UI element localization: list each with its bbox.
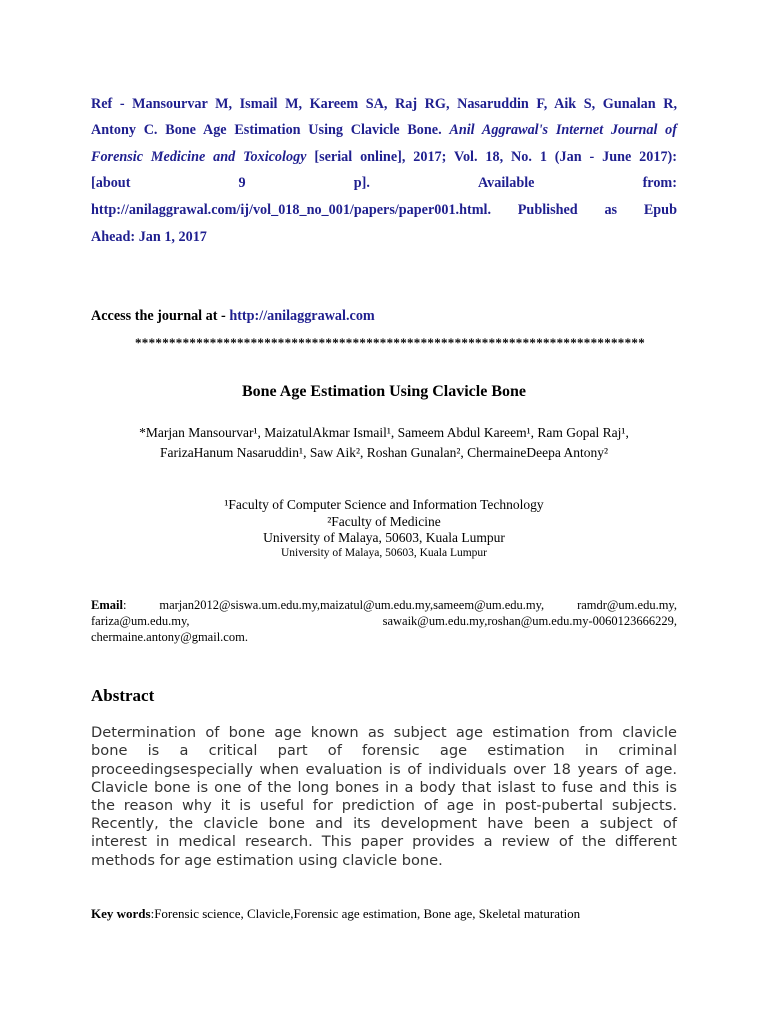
abstract-line: proceedingsespecially when evaluation is of individuals over 18 years of age.: [91, 761, 677, 778]
authors-line-2: FarizaHanum Nasaruddin¹, Saw Aik², Roshan Gunalan², ChermaineDeepa Antony²: [159, 445, 609, 460]
reference-url-link[interactable]: http://anilaggrawal.com/ij/vol_018_no_001/papers/paper001.html.: [91, 202, 492, 218]
affiliation-4: University of Malaya, 50603, Kuala Lumpur: [281, 547, 487, 559]
abstract-line: Determination of bone age known as subject age estimation from clavicle: [91, 724, 677, 741]
reference-line-5: [91, 201, 677, 219]
reference-line-3: [91, 148, 677, 166]
reference-authors: Ref - Mansourvar M, Ismail M, Kareem SA, Raj RG, Nasaruddin F, Aik S, Gunalan R,: [91, 96, 677, 112]
abstract-heading: Abstract: [91, 686, 155, 705]
reference-journal-name: Anil Aggrawal's Internet Journal of: [449, 122, 677, 138]
abstract-line: the reason why it is useful for prediction of age in post-pubertal subjects.: [91, 797, 677, 814]
affiliation-2: ²Faculty of Medicine: [327, 514, 441, 529]
separator-stars: ***************************************************************************: [135, 335, 645, 350]
affiliation-1: ¹Faculty of Computer Science and Information Technology: [224, 497, 544, 512]
reference-volume-info: [serial online], 2017; Vol. 18, No. 1 (Jan - June 2017):: [306, 149, 678, 165]
access-journal-line: [91, 308, 677, 325]
paper-title: Bone Age Estimation Using Clavicle Bone: [241, 383, 526, 400]
email-addresses-1: : marjan2012@siswa.um.edu.my,maizatul@um.edu.my,sameem@um.edu.my, ramdr@um.edu.my,: [122, 598, 677, 612]
email-line-3: chermaine.antony@gmail.com.: [91, 630, 248, 644]
reference-line-1: [91, 95, 677, 113]
reference-word: Published: [517, 202, 578, 218]
reference-journal-name-cont: Forensic Medicine and Toxicology: [91, 149, 307, 165]
email-line-1: [91, 598, 677, 613]
reference-epub-date: Ahead: Jan 1, 2017: [91, 229, 207, 245]
reference-line-2: [91, 121, 677, 139]
abstract-line: bone is a critical part of forensic age estimation in criminal: [91, 742, 677, 759]
reference-word: [about: [91, 175, 131, 191]
reference-word: as: [604, 202, 618, 218]
reference-line-4: [91, 174, 677, 192]
authors-line-1: *Marjan Mansourvar¹, MaizatulAkmar Ismail¹, Sameem Abdul Kareem¹, Ram Gopal Raj¹,: [139, 425, 629, 440]
abstract-line: Clavicle bone is one of the long bones in a body that islast to fuse and this is: [91, 779, 677, 796]
abstract-line: Recently, the clavicle bone and its development have been a subject of: [91, 815, 677, 832]
email-line-2: [91, 614, 677, 629]
journal-url-link[interactable]: http://anilaggrawal.com: [229, 308, 375, 324]
abstract-line: interest in medical research. This paper provides a review of the different: [91, 833, 677, 850]
email-addresses-2a: fariza@um.edu.my,: [91, 614, 190, 628]
reference-word: 9: [238, 175, 246, 191]
reference-word: Available: [477, 175, 535, 191]
email-label: Email: [91, 598, 123, 612]
abstract-line: methods for age estimation using clavicle bone.: [91, 852, 443, 869]
reference-word: from:: [642, 175, 677, 191]
keywords-line: [91, 906, 580, 922]
reference-line-6: [91, 228, 677, 246]
affiliation-3: University of Malaya, 50603, Kuala Lumpur: [263, 530, 505, 545]
email-addresses-2b: sawaik@um.edu.my,roshan@um.edu.my-0060123666229,: [382, 614, 677, 628]
reference-word: Epub: [643, 202, 677, 218]
keywords-label: Key words: [91, 906, 151, 921]
reference-article-title: Antony C. Bone Age Estimation Using Clavicle Bone.: [91, 122, 450, 138]
reference-word: p].: [353, 175, 370, 191]
access-label: Access the journal at -: [91, 308, 230, 324]
keywords-text: :Forensic science, Clavicle,Forensic age estimation, Bone age, Skeletal maturation: [150, 906, 581, 921]
